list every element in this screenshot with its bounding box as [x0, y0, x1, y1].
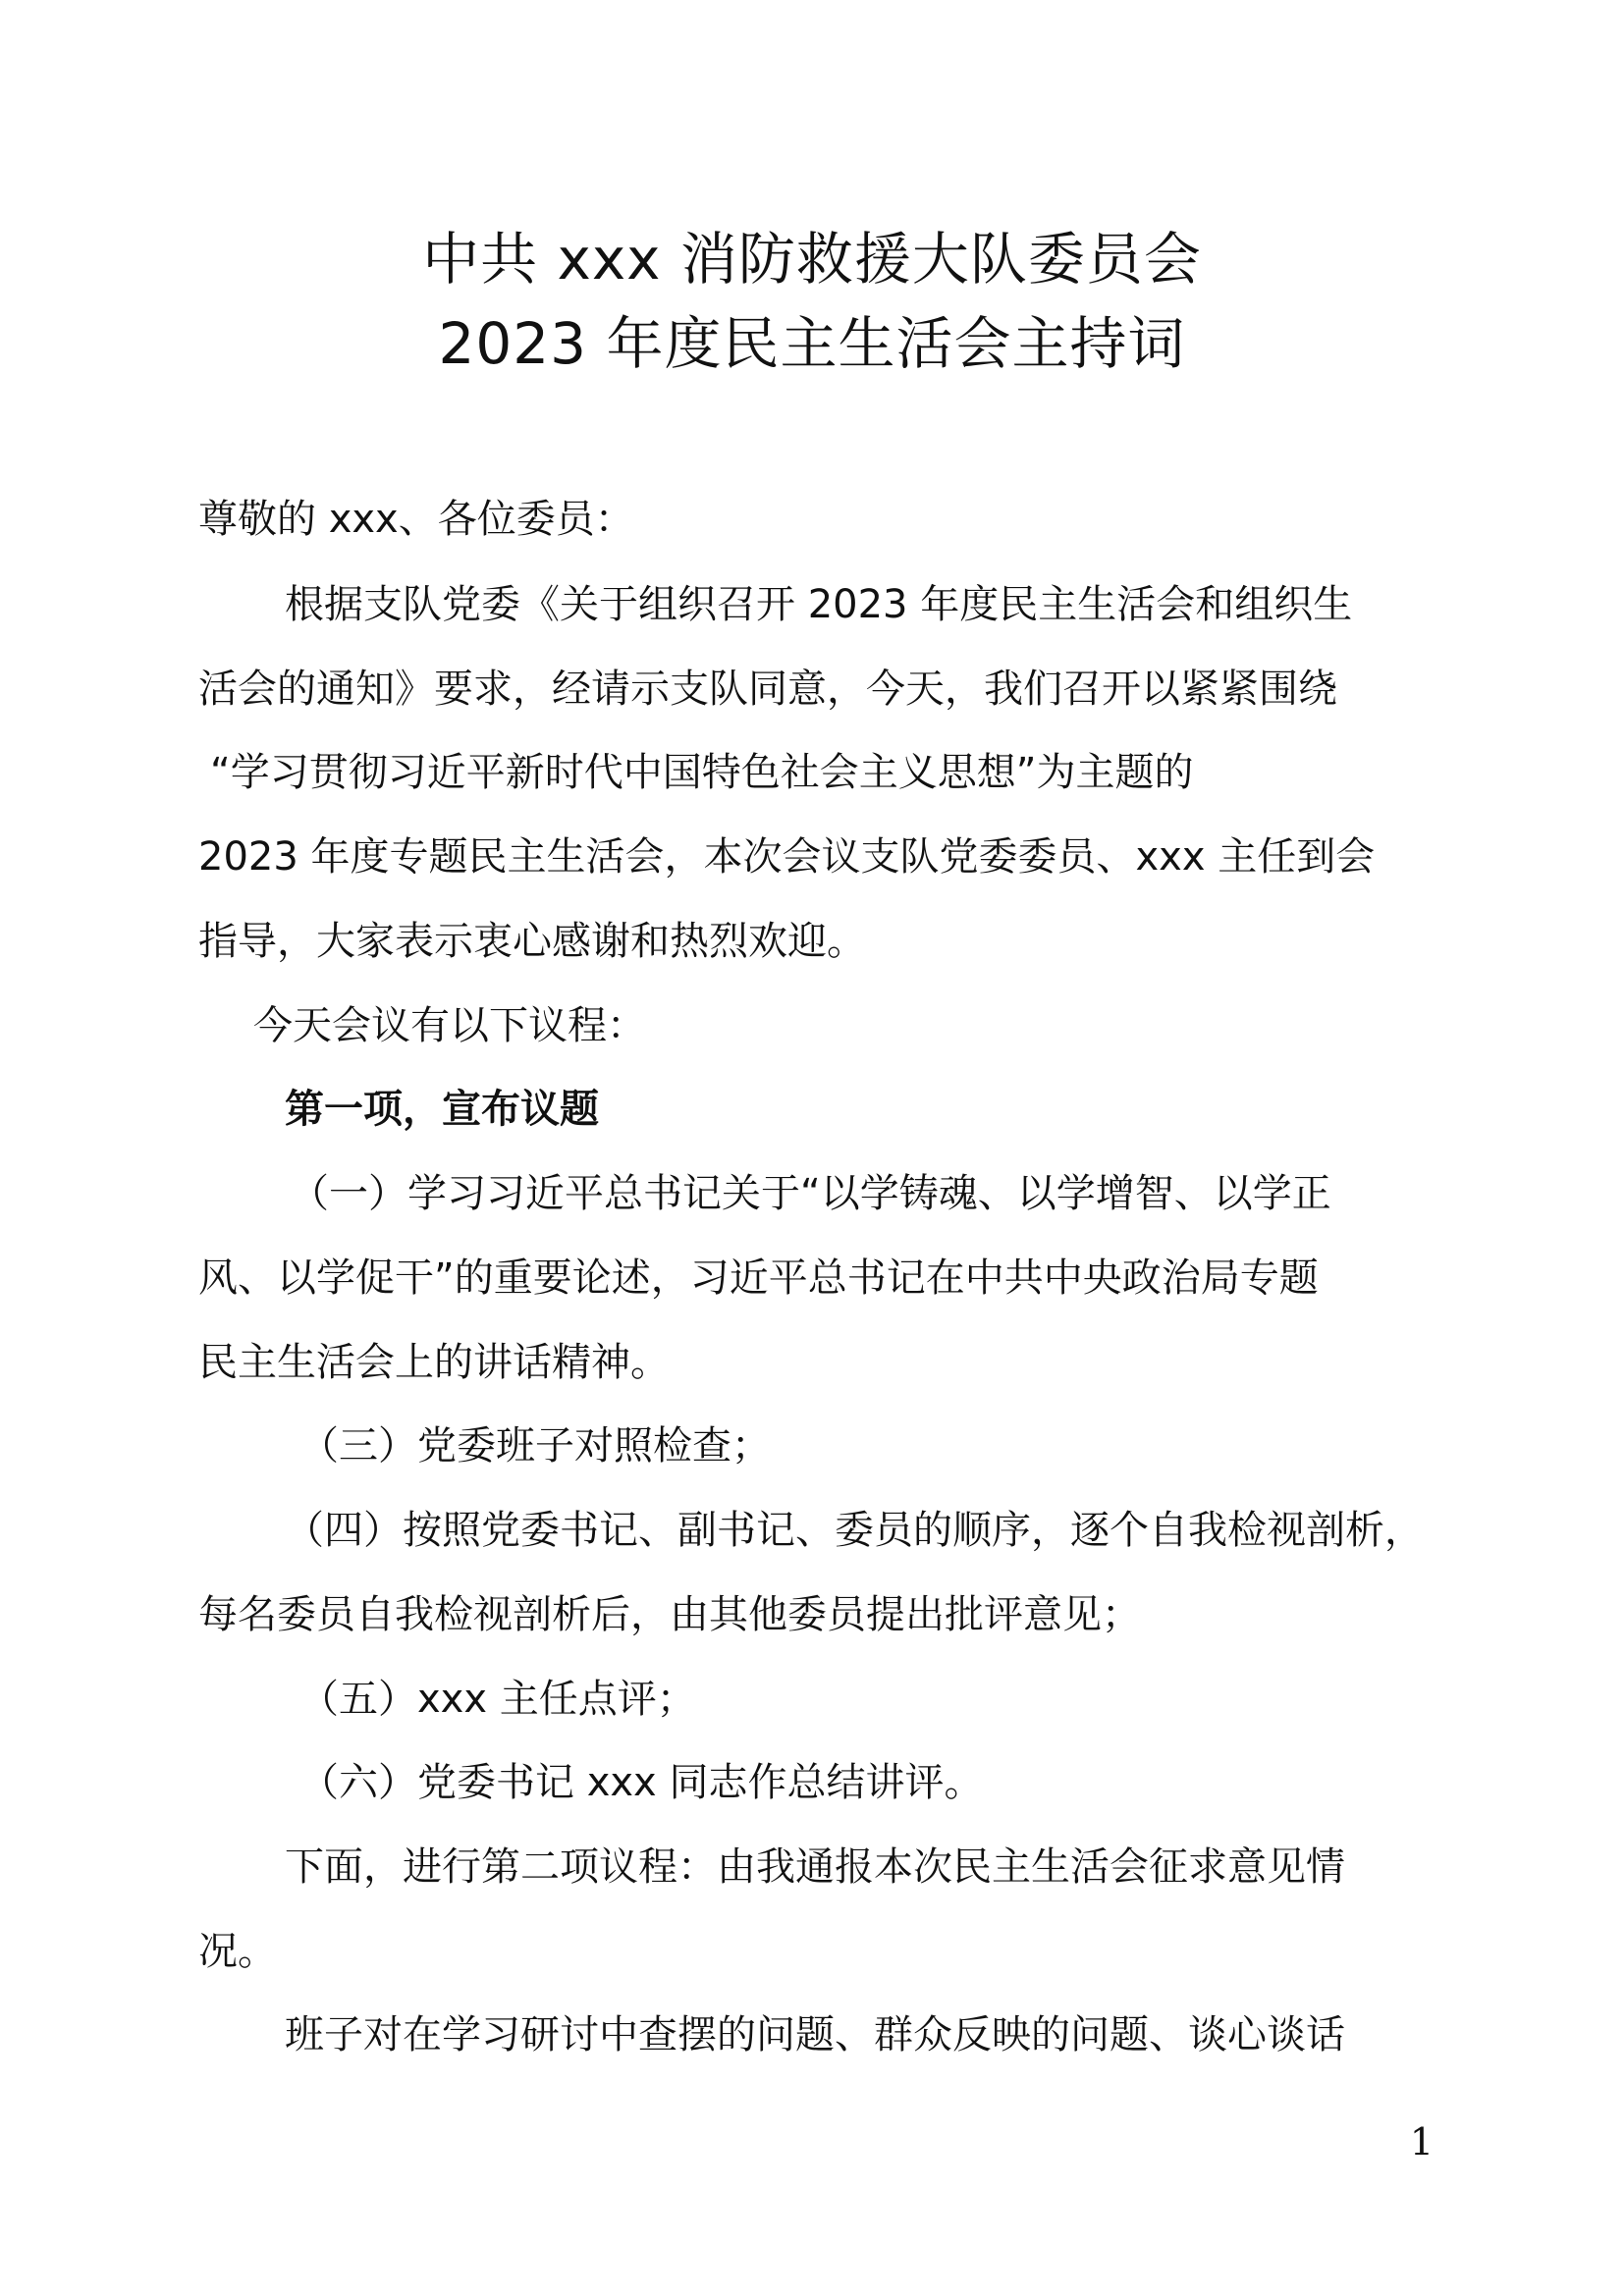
agenda-subitem-5: （五）xxx 主任点评； [299, 1677, 696, 1722]
agenda-subitem-1-line-1: （一）学习习近平总书记关于“以学铸魂、以学增智、以学正 [290, 1171, 1331, 1216]
paragraph-2-line-1: 班子对在学习研讨中查摆的问题、群众反映的问题、谈心谈话 [285, 2012, 1345, 2057]
page-number: 1 [1409, 2120, 1434, 2163]
agenda-subitem-4-line-2: 每名委员自我检视剖析后，由其他委员提出批评意见； [198, 1592, 1141, 1637]
agenda-subitem-6: （六）党委书记 xxx 同志作总结讲评。 [299, 1760, 984, 1805]
document-title-line-2: 2023 年度民主生活会主持词 [438, 310, 1186, 377]
agenda-subitem-3: （三）党委班子对照检查； [299, 1423, 771, 1468]
agenda-intro: 今天会议有以下议程： [253, 1003, 646, 1048]
paragraph-1-line-3: “学习贯彻习近平新时代中国特色社会主义思想”为主题的 [210, 750, 1194, 795]
paragraph-1-line-1: 根据支队党委《关于组织召开 2023 年度民主生活会和组织生 [285, 582, 1353, 627]
agenda-item-2-line-1: 下面，进行第二项议程：由我通报本次民主生活会征求意见情 [285, 1844, 1345, 1890]
document-title-line-1: 中共 xxx 消防救援大队委员会 [422, 226, 1202, 293]
paragraph-1-line-5: 指导，大家表示衷心感谢和热烈欢迎。 [198, 919, 866, 964]
agenda-subitem-1-line-3: 民主生活会上的讲话精神。 [198, 1340, 670, 1385]
salutation: 尊敬的 xxx、各位委员： [198, 497, 634, 542]
agenda-item-1-heading: 第一项，宣布议题 [285, 1087, 599, 1132]
paragraph-1-line-2: 活会的通知》要求，经请示支队同意，今天，我们召开以紧紧围绕 [198, 667, 1337, 712]
agenda-subitem-4-line-1: （四）按照党委书记、副书记、委员的顺序，逐个自我检视剖析， [285, 1508, 1424, 1553]
agenda-subitem-1-line-2: 风、以学促干”的重要论述，习近平总书记在中共中央政治局专题 [198, 1255, 1319, 1301]
agenda-item-2-line-2: 况。 [198, 1929, 277, 1974]
paragraph-1-line-4: 2023 年度专题民主生活会，本次会议支队党委委员、xxx 主任到会 [198, 834, 1376, 880]
